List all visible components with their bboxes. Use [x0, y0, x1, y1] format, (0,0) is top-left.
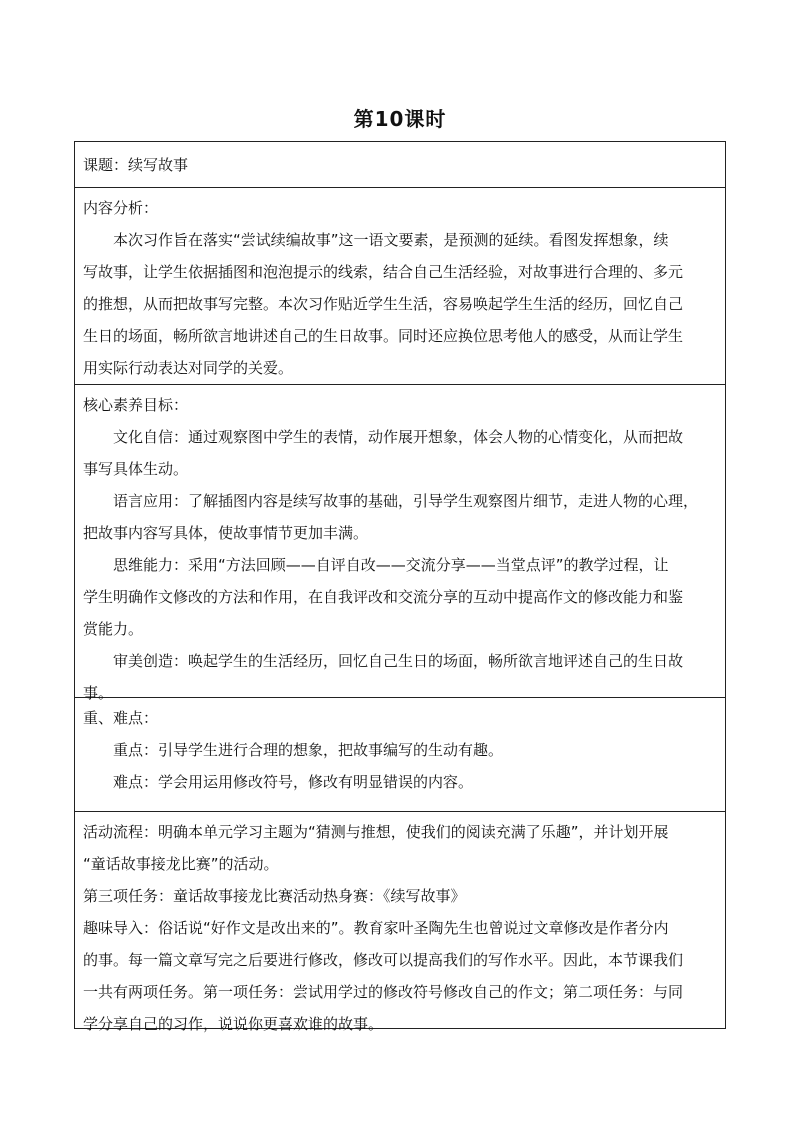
topic-section: [75, 142, 725, 188]
goal-thinking-line: 赏能力。: [83, 620, 144, 638]
activity-flow-line: 活动流程：明确本单元学习主题为“猜测与推想，使我们的阅读充满了乐趣”，并计划开展: [83, 823, 669, 841]
content-analysis-line: 写故事，让学生依据插图和泡泡提示的线索，结合自己生活经验，对故事进行合理的、多元: [83, 263, 684, 281]
goal-language-line: 语言应用：了解插图内容是续写故事的基础，引导学生观察图片细节，走进人物的心理，: [113, 492, 699, 510]
lesson-plan-table: [74, 141, 726, 1033]
goal-thinking-line: 学生明确作文修改的方法和作用，在自我评改和交流分享的互动中提高作文的修改能力和鉴: [83, 588, 684, 606]
intro-line: 趣味导入：俗话说“好作文是改出来的”。教育家叶圣陶先生也曾说过文章修改是作者分内: [83, 919, 669, 937]
goal-language-line: 把故事内容写具体，使故事情节更加丰满。: [83, 524, 369, 542]
page-title: 第10课时: [353, 107, 447, 131]
content-analysis-section: [75, 188, 725, 385]
goal-culture-line: 文化自信：通过观察图中学生的表情，动作展开想象，体会人物的心情变化，从而把故: [113, 428, 684, 446]
activity-flow-line: “童话故事接龙比赛”的活动。: [83, 855, 279, 873]
goal-culture-line: 事写具体生动。: [83, 460, 189, 478]
goal-aesthetic-line: 审美创造：唤起学生的生活经历，回忆自己生日的场面，畅所欲言地评述自己的生日故: [113, 652, 684, 670]
content-analysis-line: 的推想，从而把故事写完整。本次习作贴近学生生活，容易唤起学生生活的经历，回忆自己: [83, 295, 684, 313]
core-goals-heading: 核心素养目标：: [83, 396, 189, 414]
content-analysis-line: 生日的场面，畅所欲言地讲述自己的生日故事。同时还应换位思考他人的感受，从而让学生: [83, 327, 684, 345]
activity-section: [75, 812, 725, 1033]
core-goals-section: [75, 385, 725, 702]
key-points-section: [75, 698, 725, 812]
content-analysis-heading: 内容分析：: [83, 199, 159, 217]
key-points-heading: 重、难点：: [83, 709, 159, 727]
goal-thinking-line: 思维能力：采用“方法回顾——自评自改——交流分享——当堂点评”的教学过程，让: [113, 556, 669, 574]
topic-text: 课题：续写故事: [83, 156, 189, 174]
intro-line: 的事。每一篇文章写完之后要进行修改，修改可以提高我们的写作水平。因此，本节课我们: [83, 951, 684, 969]
intro-line: 学分享自己的习作，说说你更喜欢谁的故事。: [83, 1015, 384, 1033]
task-three-line: 第三项任务：童话故事接龙比赛活动热身赛：《续写故事》: [83, 887, 466, 905]
content-analysis-line: 用实际行动表达对同学的关爱。: [83, 359, 294, 377]
focus-point: 重点：引导学生进行合理的想象，把故事编写的生动有趣。: [113, 741, 504, 759]
difficulty-point: 难点：学会用运用修改符号，修改有明显错误的内容。: [113, 773, 474, 791]
content-analysis-line: 本次习作旨在落实“尝试续编故事”这一语文要素，是预测的延续。看图发挥想象，续: [113, 231, 669, 249]
goal-aesthetic-line: 事。: [83, 684, 114, 702]
intro-line: 一共有两项任务。第一项任务：尝试用学过的修改符号修改自己的作文；第二项任务：与同: [83, 983, 684, 1001]
